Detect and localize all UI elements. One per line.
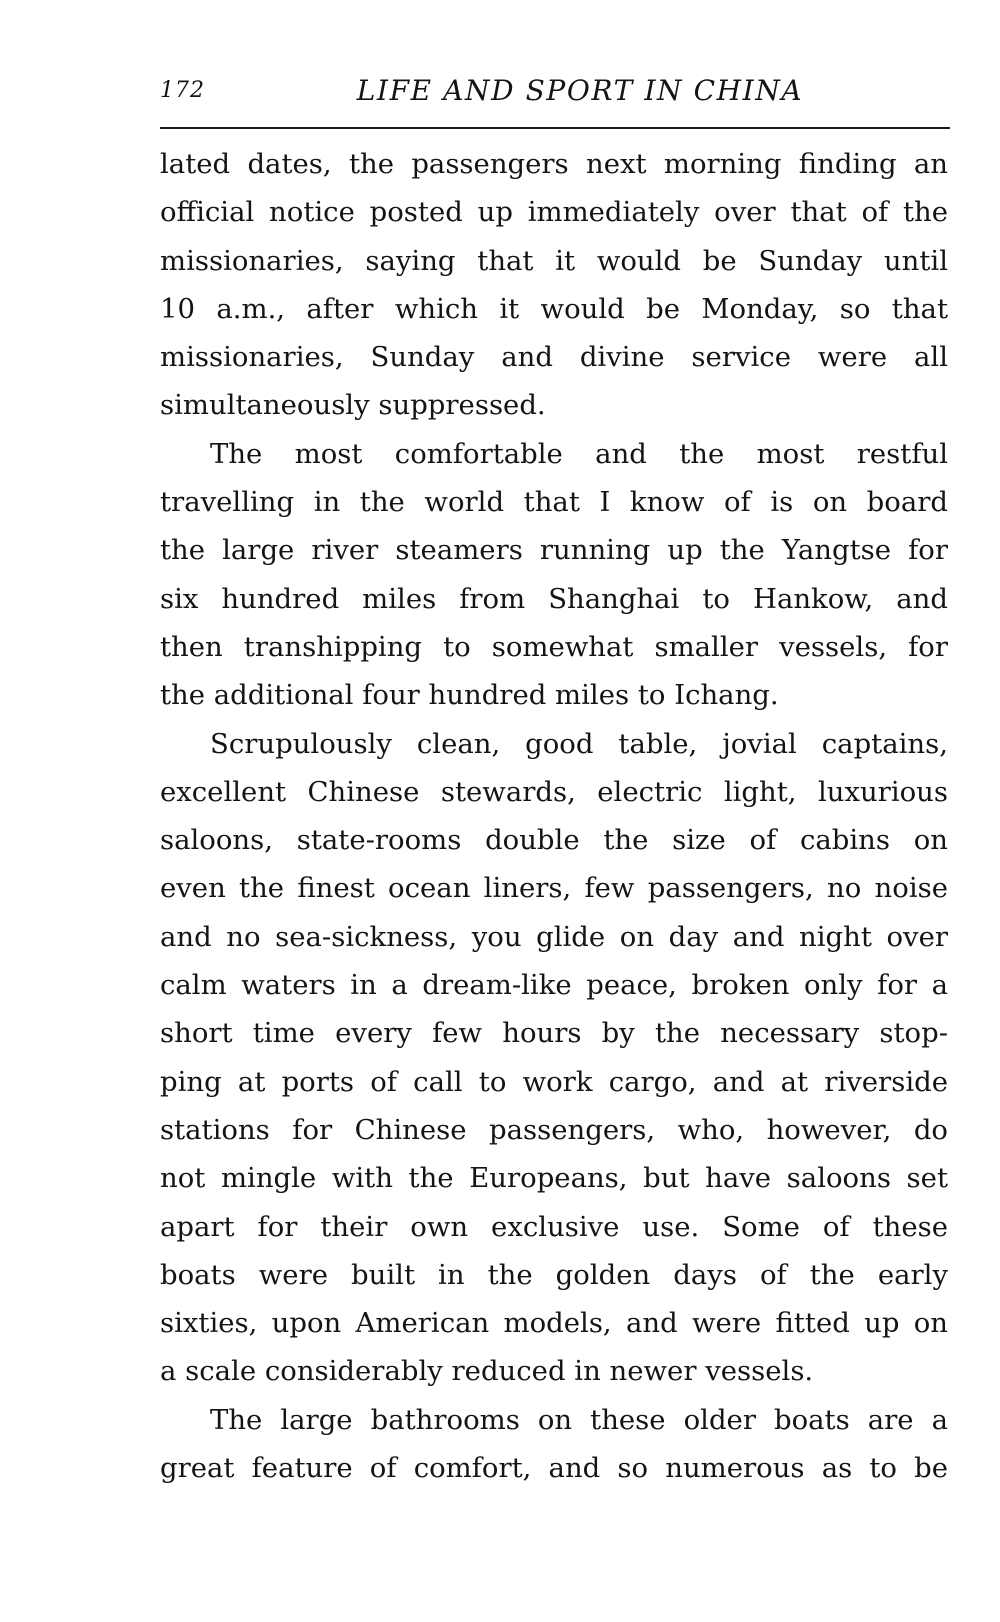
text-line: six hundred miles from Shanghai to Hankow, and xyxy=(160,582,948,615)
text-line: the large river steamers running up the Yangtse for xyxy=(160,534,948,567)
text-line: the additional four hundred miles to Ichang. xyxy=(160,679,779,712)
text-line: then transhipping to somewhat smaller vessels, for xyxy=(160,630,948,663)
text-line: not mingle with the Europeans, but have saloons set xyxy=(160,1162,948,1195)
text-line: The large bathrooms on these older boats are a xyxy=(210,1403,948,1436)
body-text xyxy=(160,140,948,1492)
text-line: a scale considerably reduced in newer vessels. xyxy=(160,1355,814,1388)
paragraph xyxy=(160,140,948,430)
text-line: lated dates, the passengers next morning finding an xyxy=(160,148,948,180)
header-rule xyxy=(160,127,950,129)
text-line: boats were built in the golden days of the early xyxy=(160,1258,948,1291)
paragraph xyxy=(160,1396,948,1493)
text-line: The most comfortable and the most restful xyxy=(210,437,948,470)
text-line: apart for their own exclusive use. Some of these xyxy=(160,1210,948,1243)
text-line: even the finest ocean liners, few passengers, no noise xyxy=(160,872,948,905)
text-line: Scrupulously clean, good table, jovial captains, xyxy=(210,727,948,760)
text-line: travelling in the world that I know of is on board xyxy=(160,486,948,519)
text-line: excellent Chinese stewards, electric light, luxurious xyxy=(160,775,948,808)
text-line: 10 a.m., after which it would be Monday, so that xyxy=(160,292,948,325)
text-line: sixties, upon American models, and were fitted up on xyxy=(160,1307,948,1340)
text-line: short time every few hours by the necessary stop- xyxy=(160,1017,948,1050)
text-line: calm waters in a dream-like peace, broken only for a xyxy=(160,969,948,1002)
paragraph xyxy=(160,430,948,720)
running-title: LIFE AND SPORT IN CHINA xyxy=(356,74,804,107)
page-number: 172 xyxy=(160,78,205,103)
text-line: missionaries, Sunday and divine service were all xyxy=(160,341,948,374)
text-line: and no sea-sickness, you glide on day and night over xyxy=(160,920,948,953)
text-line: great feature of comfort, and so numerous as to be xyxy=(160,1452,948,1485)
text-line: official notice posted up immediately over that of the xyxy=(160,196,948,229)
text-line: ping at ports of call to work cargo, and at riverside xyxy=(160,1065,948,1098)
text-line: saloons, state-rooms double the size of cabins on xyxy=(160,824,948,857)
paragraph xyxy=(160,720,948,1396)
text-line: simultaneously suppressed. xyxy=(160,389,546,422)
text-line: stations for Chinese passengers, who, however, do xyxy=(160,1113,948,1146)
text-line: missionaries, saying that it would be Sunday until xyxy=(160,244,948,277)
page-header xyxy=(160,74,948,114)
